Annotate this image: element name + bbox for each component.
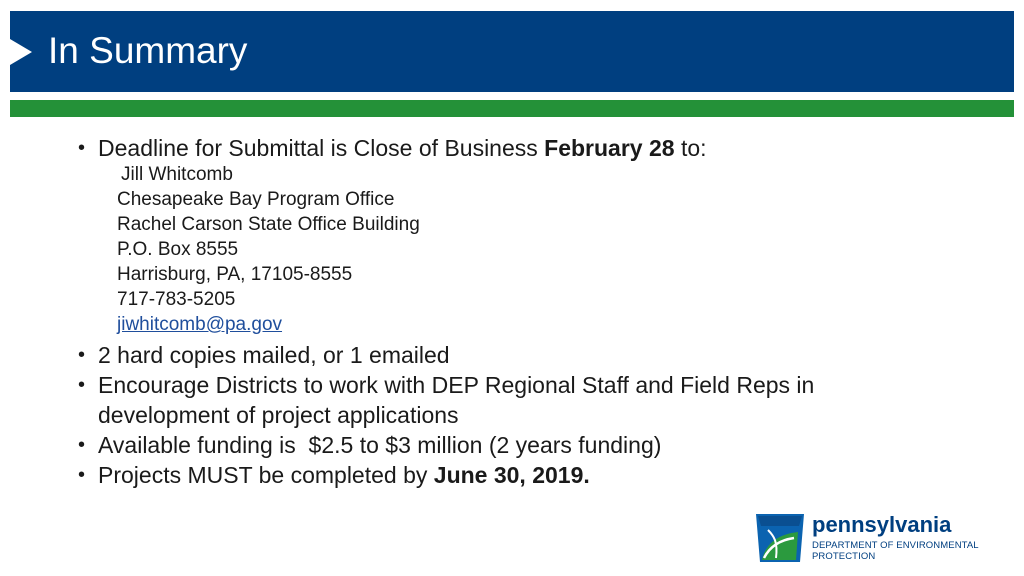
logo-wordmark: pennsylvania xyxy=(812,512,952,537)
address-box: P.O. Box 8555 xyxy=(117,239,239,260)
bullet-dot-icon: • xyxy=(78,464,86,486)
deadline-text: Deadline for Submittal is Close of Business xyxy=(98,135,545,161)
bullet-dot-icon: • xyxy=(78,374,86,396)
address-name: Jill Whitcomb xyxy=(121,164,233,185)
slide-title: In Summary xyxy=(48,30,248,71)
bullet-encourage xyxy=(78,370,938,430)
bullet-completion xyxy=(78,460,938,490)
completion-date: June 30, 2019. xyxy=(433,462,590,488)
address-building: Rachel Carson State Office Building xyxy=(117,214,420,235)
pa-dep-logo xyxy=(754,512,994,564)
logo-subtitle-2: PROTECTION xyxy=(812,551,876,562)
deadline-date: February 28 xyxy=(544,135,675,161)
bullet-funding xyxy=(78,430,938,460)
address-phone: 717-783-5205 xyxy=(117,289,236,310)
green-accent-bar xyxy=(10,100,1014,117)
address-email xyxy=(117,312,282,337)
keystone-icon xyxy=(754,512,806,564)
encourage-line2: development of project applications xyxy=(98,402,459,428)
bullet-deadline xyxy=(78,133,938,163)
email-link[interactable]: jiwhitcomb@pa.gov xyxy=(117,314,283,335)
copies-text: 2 hard copies mailed, or 1 emailed xyxy=(98,342,450,368)
title-bar xyxy=(10,11,1014,92)
funding-text: Available funding is $2.5 to $3 million (2 years funding) xyxy=(98,432,662,458)
completion-text: Projects MUST be completed by xyxy=(98,462,434,488)
bullet-dot-icon: • xyxy=(78,137,86,159)
logo-subtitle-1: DEPARTMENT OF ENVIRONMENTAL xyxy=(812,540,979,551)
deadline-to: to: xyxy=(674,135,707,161)
bullet-dot-icon: • xyxy=(78,434,86,456)
bullet-dot-icon: • xyxy=(78,344,86,366)
encourage-line1: Encourage Districts to work with DEP Regional Staff and Field Reps in xyxy=(98,372,815,398)
address-office: Chesapeake Bay Program Office xyxy=(117,189,395,210)
bullet-copies xyxy=(78,340,938,370)
address-city: Harrisburg, PA, 17105-8555 xyxy=(117,264,353,285)
title-arrow-icon xyxy=(10,39,32,65)
